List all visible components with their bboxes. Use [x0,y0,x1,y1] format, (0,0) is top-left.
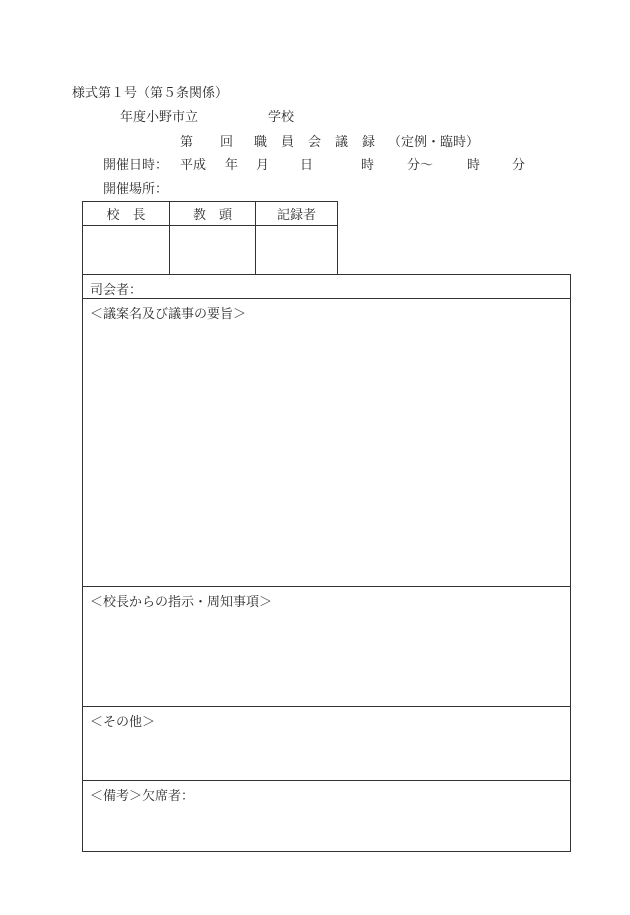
stamp-cell-vice-principal[interactable] [170,226,256,275]
datetime-hour-end: 時 [467,158,481,173]
datetime-era: 平成 [180,158,207,173]
header-recorder: 記録者 [256,202,338,226]
meeting-type: （定例・臨時） [388,135,480,150]
datetime-hour-start: 時 [361,158,375,173]
school-label: 学校 [268,110,295,125]
datetime-day: 日 [300,158,314,173]
datetime-minute-start: 分～ [407,158,434,173]
other-label: ＜その他＞ [90,715,156,730]
principal-instructions-label: ＜校長からの指示・周知事項＞ [90,595,273,610]
place-label: 開催場所： [103,182,169,197]
section-remarks[interactable] [83,780,570,852]
datetime-minute-end: 分 [512,158,526,173]
stamp-cell-principal[interactable] [83,226,170,275]
year-city-label: 年度小野市立 [120,110,199,125]
remarks-label: ＜備考＞欠席者： [90,789,195,804]
minutes-body [82,274,571,852]
chair-label: 司会者： [90,283,143,298]
datetime-label: 開催日時： [103,158,169,173]
section-agenda[interactable] [83,298,570,587]
title-dai: 第 [180,135,194,150]
agenda-label: ＜議案名及び議事の要旨＞ [90,307,247,322]
page-title: 職員会議録 [254,135,390,150]
header-vice-principal: 教 頭 [170,202,256,226]
section-principal-instructions[interactable] [83,586,570,707]
form-number: 様式第１号（第５条関係） [72,86,229,101]
section-other[interactable] [83,706,570,781]
approval-stamp-table [82,201,338,275]
stamp-cell-recorder[interactable] [256,226,338,275]
datetime-year: 年 [225,158,239,173]
datetime-month: 月 [256,158,270,173]
title-kai: 回 [220,135,234,150]
header-principal: 校 長 [83,202,170,226]
